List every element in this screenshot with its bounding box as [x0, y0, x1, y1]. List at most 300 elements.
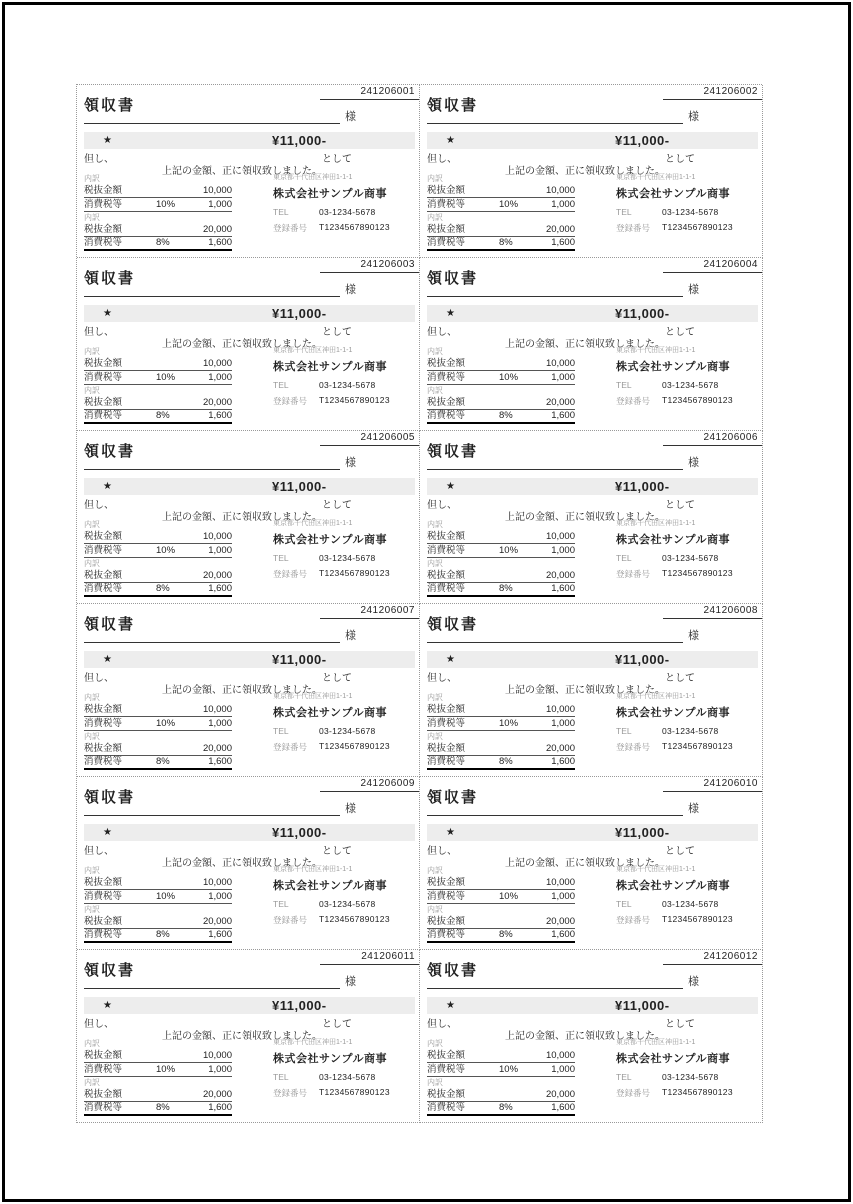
receipt-title: 領収書	[427, 789, 479, 806]
row-label: 税抜金額	[427, 358, 466, 369]
issuer-address: 東京都千代田区神田1-1-1	[273, 520, 353, 527]
receipt-title: 領収書	[427, 97, 479, 114]
breakdown-label: 内訳	[84, 559, 100, 568]
breakdown-table	[427, 1038, 575, 1116]
as-for-label: として	[665, 1019, 695, 1030]
breakdown-row	[84, 371, 232, 385]
breakdown-label: 内訳	[84, 1078, 100, 1087]
tel-value: 03-1234-5678	[662, 380, 719, 390]
statement-text: 上記の金額、正に領収致しました。	[162, 166, 322, 177]
receipt-title: 領収書	[427, 270, 479, 287]
tel-value: 03-1234-5678	[662, 207, 719, 217]
as-for-label: として	[322, 500, 352, 511]
issuer-block	[616, 864, 756, 931]
issuer-block	[273, 691, 413, 758]
row-label: 消費税等	[427, 891, 466, 902]
row-label: 税抜金額	[84, 358, 123, 369]
row-label: 税抜金額	[427, 531, 466, 542]
breakdown-label: 内訳	[427, 732, 443, 741]
row-value: 10,000	[202, 877, 232, 888]
breakdown-row	[427, 756, 575, 770]
registration-number: T1234567890123	[662, 741, 733, 751]
breakdown-table	[427, 865, 575, 943]
tax-rate: 8%	[156, 929, 170, 940]
star-icon: ★	[446, 135, 455, 146]
registration-label: 登録番号	[273, 1088, 308, 1098]
addressee-underline	[84, 630, 340, 643]
registration-number: T1234567890123	[662, 1087, 733, 1097]
breakdown-table	[427, 173, 575, 251]
tel-label: TEL	[273, 207, 289, 217]
receipt-cell	[77, 777, 420, 950]
addressee-line	[84, 284, 376, 297]
tel-value: 03-1234-5678	[662, 1072, 719, 1082]
issuer-address: 東京都千代田区神田1-1-1	[273, 866, 353, 873]
tel-row	[273, 380, 413, 390]
breakdown-row	[84, 890, 232, 904]
addressee-underline	[427, 803, 683, 816]
as-for-label: として	[322, 846, 352, 857]
star-icon: ★	[446, 654, 455, 665]
tax-rate: 10%	[499, 199, 519, 210]
proviso-label: 但し、	[84, 846, 114, 857]
statement-text: 上記の金額、正に領収致しました。	[162, 1031, 322, 1042]
star-icon: ★	[103, 308, 112, 319]
tax-rate: 10%	[499, 1064, 519, 1075]
issuer-address: 東京都千代田区神田1-1-1	[616, 1039, 696, 1046]
registration-number: T1234567890123	[319, 222, 390, 232]
row-label: 税抜金額	[427, 570, 466, 581]
receipt-cell	[420, 85, 763, 258]
breakdown-row	[84, 756, 232, 770]
breakdown-label: 内訳	[84, 347, 100, 356]
star-icon: ★	[446, 827, 455, 838]
row-label: 消費税等	[427, 929, 466, 940]
issuer-address: 東京都千代田区神田1-1-1	[616, 866, 696, 873]
as-for-label: として	[665, 327, 695, 338]
issuer-company: 株式会社サンプル商事	[273, 361, 388, 373]
star-icon: ★	[103, 1000, 112, 1011]
breakdown-row	[427, 929, 575, 943]
row-value: 1,000	[208, 1064, 232, 1075]
serial-number: 241206008	[663, 605, 762, 619]
statement-text: 上記の金額、正に領収致しました。	[505, 1031, 665, 1042]
serial-number: 241206009	[320, 778, 419, 792]
breakdown-label: 内訳	[427, 693, 443, 702]
row-label: 消費税等	[427, 410, 466, 421]
star-icon: ★	[103, 481, 112, 492]
row-value: 1,000	[551, 545, 575, 556]
tax-rate: 10%	[499, 718, 519, 729]
issuer-company: 株式会社サンプル商事	[273, 534, 388, 546]
breakdown-row	[84, 544, 232, 558]
star-icon: ★	[446, 481, 455, 492]
addressee-underline	[84, 803, 340, 816]
row-label: 税抜金額	[427, 1089, 466, 1100]
amount-band	[427, 305, 758, 322]
tel-row	[616, 380, 756, 390]
tax-rate: 10%	[156, 199, 176, 210]
issuer-address: 東京都千代田区神田1-1-1	[273, 347, 353, 354]
row-value: 1,000	[551, 718, 575, 729]
row-label: 税抜金額	[84, 877, 123, 888]
row-label: 消費税等	[84, 372, 123, 383]
breakdown-label: 内訳	[84, 174, 100, 183]
issuer-address: 東京都千代田区神田1-1-1	[616, 347, 696, 354]
row-value: 10,000	[545, 531, 575, 542]
amount-band	[84, 651, 415, 668]
row-value: 1,600	[551, 410, 575, 421]
statement-text: 上記の金額、正に領収致しました。	[162, 685, 322, 696]
row-label: 税抜金額	[84, 224, 123, 235]
issuer-block	[273, 864, 413, 931]
receipt-title: 領収書	[84, 97, 136, 114]
addressee-line	[84, 111, 376, 124]
proviso-label: 但し、	[427, 154, 457, 165]
row-value: 1,000	[208, 372, 232, 383]
row-value: 1,600	[208, 756, 232, 767]
row-label: 消費税等	[427, 372, 466, 383]
addressee-underline	[84, 111, 340, 124]
row-label: 消費税等	[84, 891, 123, 902]
as-for-label: として	[322, 327, 352, 338]
addressee-underline	[427, 111, 683, 124]
registration-row	[616, 222, 756, 234]
breakdown-table	[84, 346, 232, 424]
addressee-line	[84, 803, 376, 816]
statement-text: 上記の金額、正に領収致しました。	[505, 512, 665, 523]
breakdown-label: 内訳	[84, 866, 100, 875]
addressee-suffix: 様	[345, 803, 356, 815]
breakdown-label: 内訳	[84, 693, 100, 702]
registration-number: T1234567890123	[319, 914, 390, 924]
row-value: 1,000	[208, 199, 232, 210]
serial-number: 241206002	[663, 86, 762, 100]
addressee-suffix: 様	[688, 111, 699, 123]
star-icon: ★	[446, 1000, 455, 1011]
registration-row	[273, 1087, 413, 1099]
addressee-underline	[84, 457, 340, 470]
registration-number: T1234567890123	[319, 568, 390, 578]
receipt-sheet	[76, 84, 762, 1123]
breakdown-table	[427, 519, 575, 597]
tax-rate: 8%	[156, 583, 170, 594]
registration-row	[273, 741, 413, 753]
row-value: 10,000	[545, 185, 575, 196]
issuer-company: 株式会社サンプル商事	[616, 880, 731, 892]
registration-label: 登録番号	[273, 396, 308, 406]
serial-number: 241206007	[320, 605, 419, 619]
as-for-label: として	[665, 154, 695, 165]
row-label: 消費税等	[84, 756, 123, 767]
tel-row	[273, 1072, 413, 1082]
row-value: 1,000	[551, 372, 575, 383]
row-label: 消費税等	[427, 199, 466, 210]
registration-row	[616, 568, 756, 580]
row-value: 1,600	[208, 583, 232, 594]
row-label: 税抜金額	[84, 1089, 123, 1100]
amount-band	[427, 824, 758, 841]
registration-row	[616, 741, 756, 753]
amount-value: ¥11,000-	[272, 825, 327, 840]
registration-number: T1234567890123	[319, 1087, 390, 1097]
breakdown-label: 内訳	[427, 559, 443, 568]
issuer-company: 株式会社サンプル商事	[616, 707, 731, 719]
issuer-block	[273, 172, 413, 239]
proviso-label: 但し、	[84, 673, 114, 684]
row-value: 10,000	[545, 358, 575, 369]
issuer-company: 株式会社サンプル商事	[616, 188, 731, 200]
serial-number: 241206006	[663, 432, 762, 446]
tax-rate: 8%	[499, 410, 513, 421]
row-value: 20,000	[202, 224, 232, 235]
row-label: 消費税等	[427, 237, 466, 248]
row-value: 1,000	[208, 718, 232, 729]
issuer-block	[616, 1037, 756, 1104]
row-value: 10,000	[202, 531, 232, 542]
star-icon: ★	[103, 135, 112, 146]
row-label: 税抜金額	[427, 877, 466, 888]
registration-number: T1234567890123	[662, 395, 733, 405]
tax-rate: 8%	[499, 237, 513, 248]
tel-value: 03-1234-5678	[319, 207, 376, 217]
row-value: 1,000	[551, 199, 575, 210]
row-label: 税抜金額	[84, 1050, 123, 1061]
row-label: 消費税等	[427, 1064, 466, 1075]
serial-number: 241206011	[320, 951, 419, 965]
proviso-label: 但し、	[427, 327, 457, 338]
breakdown-table	[427, 692, 575, 770]
amount-band	[84, 132, 415, 149]
breakdown-table	[427, 346, 575, 424]
tax-rate: 8%	[499, 583, 513, 594]
breakdown-label: 内訳	[427, 905, 443, 914]
tel-value: 03-1234-5678	[662, 899, 719, 909]
breakdown-table	[84, 692, 232, 770]
row-label: 税抜金額	[84, 916, 123, 927]
row-label: 消費税等	[427, 1102, 466, 1113]
row-label: 消費税等	[84, 199, 123, 210]
breakdown-label: 内訳	[84, 520, 100, 529]
addressee-suffix: 様	[688, 803, 699, 815]
registration-row	[616, 1087, 756, 1099]
tel-label: TEL	[273, 380, 289, 390]
addressee-suffix: 様	[688, 284, 699, 296]
issuer-address: 東京都千代田区神田1-1-1	[616, 520, 696, 527]
issuer-company: 株式会社サンプル商事	[273, 188, 388, 200]
row-value: 20,000	[202, 397, 232, 408]
issuer-block	[616, 345, 756, 412]
row-value: 10,000	[202, 185, 232, 196]
row-value: 20,000	[545, 224, 575, 235]
registration-label: 登録番号	[273, 915, 308, 925]
amount-band	[84, 824, 415, 841]
breakdown-label: 内訳	[84, 386, 100, 395]
serial-number: 241206012	[663, 951, 762, 965]
receipt-title: 領収書	[84, 270, 136, 287]
issuer-company: 株式会社サンプル商事	[616, 361, 731, 373]
proviso-label: 但し、	[427, 673, 457, 684]
addressee-underline	[427, 630, 683, 643]
breakdown-label: 内訳	[427, 213, 443, 222]
addressee-line	[427, 803, 719, 816]
row-value: 20,000	[545, 397, 575, 408]
tel-value: 03-1234-5678	[319, 553, 376, 563]
row-label: 税抜金額	[84, 185, 123, 196]
proviso-label: 但し、	[427, 846, 457, 857]
amount-value: ¥11,000-	[615, 133, 670, 148]
row-value: 1,600	[208, 410, 232, 421]
as-for-label: として	[665, 500, 695, 511]
addressee-suffix: 様	[345, 284, 356, 296]
breakdown-label: 内訳	[427, 1078, 443, 1087]
tax-rate: 8%	[499, 756, 513, 767]
row-value: 20,000	[202, 916, 232, 927]
breakdown-row	[427, 237, 575, 251]
receipt-cell	[77, 950, 420, 1123]
addressee-underline	[427, 457, 683, 470]
proviso-label: 但し、	[84, 1019, 114, 1030]
addressee-suffix: 様	[688, 630, 699, 642]
row-value: 10,000	[202, 1050, 232, 1061]
breakdown-row	[84, 410, 232, 424]
amount-value: ¥11,000-	[615, 825, 670, 840]
breakdown-label: 内訳	[427, 520, 443, 529]
amount-band	[84, 305, 415, 322]
tax-rate: 10%	[499, 372, 519, 383]
issuer-address: 東京都千代田区神田1-1-1	[273, 693, 353, 700]
row-label: 消費税等	[427, 756, 466, 767]
tel-row	[273, 899, 413, 909]
row-value: 20,000	[545, 1089, 575, 1100]
receipt-cell	[77, 258, 420, 431]
addressee-line	[427, 284, 719, 297]
tel-row	[273, 553, 413, 563]
tel-label: TEL	[616, 553, 632, 563]
tel-row	[616, 207, 756, 217]
statement-text: 上記の金額、正に領収致しました。	[162, 339, 322, 350]
tax-rate: 8%	[156, 1102, 170, 1113]
breakdown-row	[427, 717, 575, 731]
row-value: 1,000	[208, 891, 232, 902]
amount-value: ¥11,000-	[272, 306, 327, 321]
tel-label: TEL	[616, 1072, 632, 1082]
tel-value: 03-1234-5678	[319, 1072, 376, 1082]
receipt-cell	[77, 604, 420, 777]
tel-label: TEL	[616, 207, 632, 217]
breakdown-row	[84, 1063, 232, 1077]
row-value: 10,000	[202, 704, 232, 715]
breakdown-row	[84, 237, 232, 251]
proviso-label: 但し、	[84, 154, 114, 165]
breakdown-row	[84, 929, 232, 943]
proviso-label: 但し、	[84, 327, 114, 338]
row-value: 20,000	[545, 743, 575, 754]
row-label: 税抜金額	[84, 704, 123, 715]
issuer-address: 東京都千代田区神田1-1-1	[616, 174, 696, 181]
amount-value: ¥11,000-	[272, 479, 327, 494]
breakdown-table	[84, 1038, 232, 1116]
receipt-title: 領収書	[84, 616, 136, 633]
breakdown-table	[84, 865, 232, 943]
row-label: 税抜金額	[427, 743, 466, 754]
issuer-company: 株式会社サンプル商事	[273, 707, 388, 719]
tel-label: TEL	[616, 899, 632, 909]
row-value: 10,000	[202, 358, 232, 369]
addressee-underline	[427, 976, 683, 989]
tel-row	[616, 1072, 756, 1082]
breakdown-label: 内訳	[427, 386, 443, 395]
breakdown-row	[84, 583, 232, 597]
row-value: 1,600	[551, 929, 575, 940]
registration-label: 登録番号	[616, 223, 651, 233]
row-value: 20,000	[545, 916, 575, 927]
registration-row	[273, 395, 413, 407]
issuer-block	[273, 345, 413, 412]
addressee-suffix: 様	[345, 630, 356, 642]
addressee-line	[427, 976, 719, 989]
tel-label: TEL	[273, 899, 289, 909]
row-value: 20,000	[202, 1089, 232, 1100]
row-label: 消費税等	[84, 237, 123, 248]
star-icon: ★	[446, 308, 455, 319]
addressee-underline	[427, 284, 683, 297]
amount-value: ¥11,000-	[272, 652, 327, 667]
row-value: 20,000	[202, 570, 232, 581]
row-value: 10,000	[545, 1050, 575, 1061]
receipt-title: 領収書	[427, 962, 479, 979]
serial-number: 241206005	[320, 432, 419, 446]
breakdown-table	[84, 519, 232, 597]
row-label: 税抜金額	[427, 224, 466, 235]
row-label: 消費税等	[84, 410, 123, 421]
statement-text: 上記の金額、正に領収致しました。	[162, 858, 322, 869]
as-for-label: として	[665, 673, 695, 684]
receipt-title: 領収書	[427, 616, 479, 633]
registration-row	[273, 914, 413, 926]
issuer-block	[273, 518, 413, 585]
breakdown-row	[84, 717, 232, 731]
row-value: 1,600	[551, 237, 575, 248]
breakdown-label: 内訳	[427, 1039, 443, 1048]
issuer-address: 東京都千代田区神田1-1-1	[273, 174, 353, 181]
addressee-line	[84, 457, 376, 470]
row-label: 消費税等	[84, 718, 123, 729]
as-for-label: として	[322, 1019, 352, 1030]
tel-row	[616, 553, 756, 563]
breakdown-label: 内訳	[84, 905, 100, 914]
issuer-address: 東京都千代田区神田1-1-1	[273, 1039, 353, 1046]
registration-number: T1234567890123	[662, 568, 733, 578]
tel-label: TEL	[273, 553, 289, 563]
issuer-company: 株式会社サンプル商事	[273, 1053, 388, 1065]
issuer-block	[616, 518, 756, 585]
receipt-cell	[420, 431, 763, 604]
tax-rate: 10%	[156, 372, 176, 383]
addressee-line	[427, 457, 719, 470]
proviso-label: 但し、	[427, 1019, 457, 1030]
registration-row	[273, 568, 413, 580]
row-value: 10,000	[545, 704, 575, 715]
registration-row	[616, 395, 756, 407]
addressee-underline	[84, 976, 340, 989]
registration-label: 登録番号	[616, 742, 651, 752]
row-value: 1,600	[208, 1102, 232, 1113]
receipt-cell	[420, 950, 763, 1123]
statement-text: 上記の金額、正に領収致しました。	[505, 858, 665, 869]
statement-text: 上記の金額、正に領収致しました。	[505, 339, 665, 350]
as-for-label: として	[322, 673, 352, 684]
